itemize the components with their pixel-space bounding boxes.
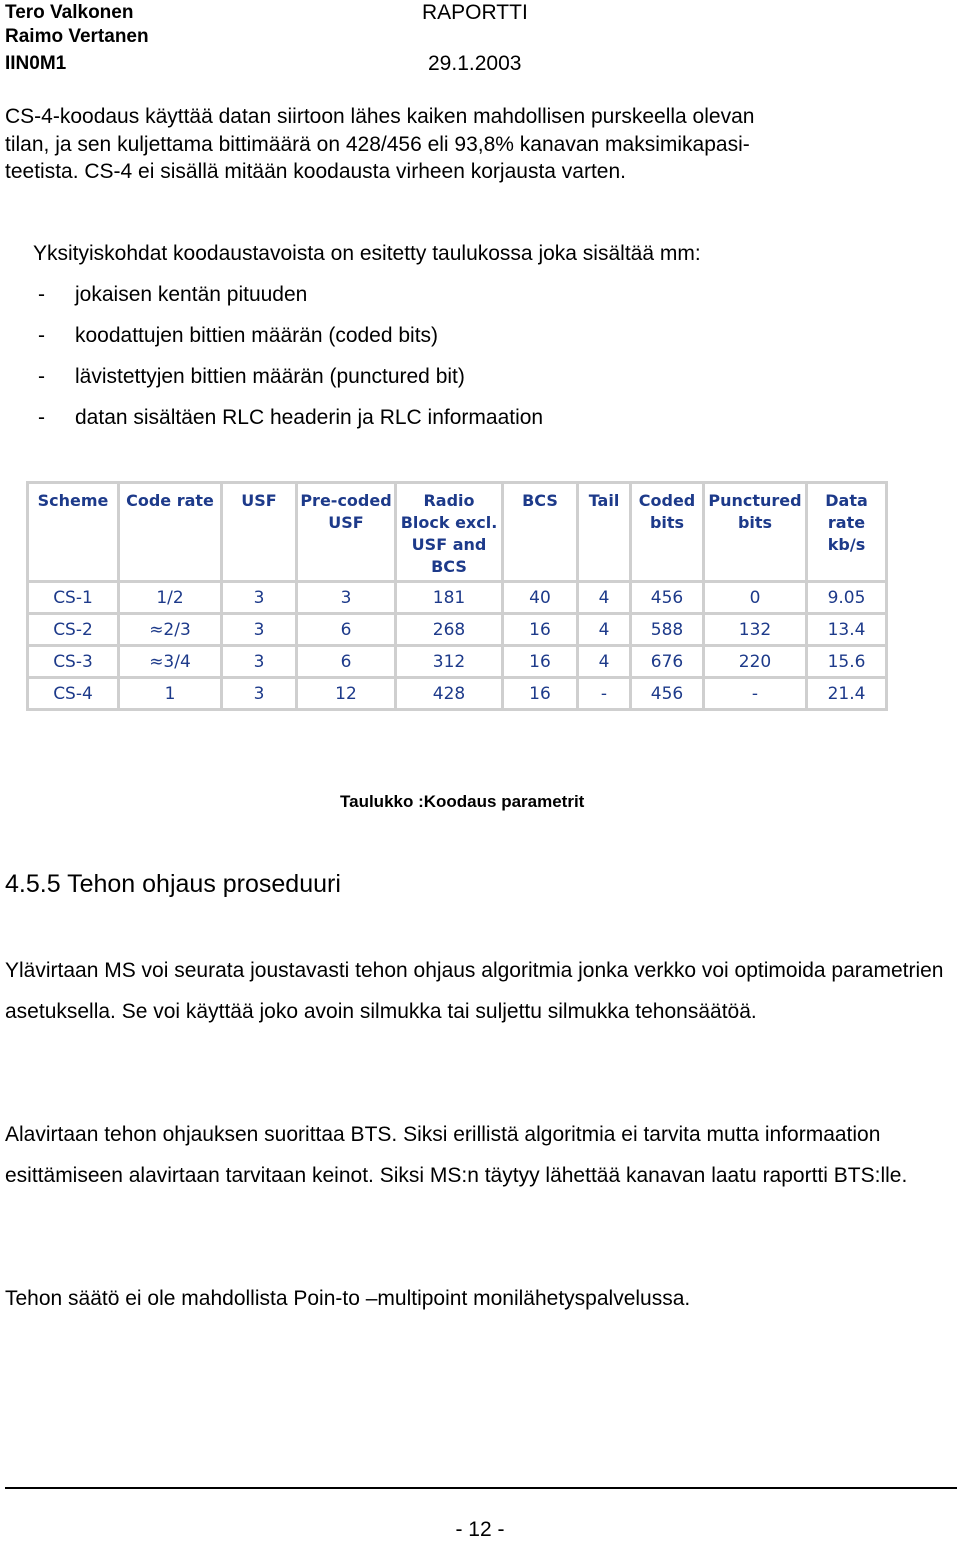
table-caption: Taulukko :Koodaus parametrit	[340, 792, 585, 811]
intro-line-3: teetista. CS-4 ei sisällä mitään koodausta virheen korjausta varten.	[5, 160, 626, 183]
table-cell: 40	[503, 582, 578, 614]
intro-paragraph	[5, 103, 950, 186]
table-cell: 3	[222, 678, 297, 710]
document-type: RAPORTTI	[422, 1, 528, 24]
details-lead: Yksityiskohdat koodaustavoista on esitetty taulukossa joka sisältää mm:	[33, 242, 701, 265]
table-cell: 15.6	[807, 646, 887, 678]
table-header-row	[28, 483, 887, 582]
section-paragraph-2: Alavirtaan tehon ohjauksen suorittaa BTS. Siksi erillistä algoritmia ei tarvita mutta informaation esittämiseen alavirtaan tarvitaan keinot. Siksi MS:n täytyy lähettää kanavan laatu raportti BTS:lle.	[5, 1123, 908, 1187]
table-cell: 16	[503, 678, 578, 710]
table-cell: 220	[704, 646, 807, 678]
table-cell: 456	[631, 678, 704, 710]
table-cell: 16	[503, 614, 578, 646]
intro-line-2: tilan, ja sen kuljettama bittimäärä on 428/456 eli 93,8% kanavan maksimikapasi-	[5, 132, 750, 156]
table-cell: 4	[578, 614, 631, 646]
table-cell: 4	[578, 646, 631, 678]
author-name-2: Raimo Vertanen	[5, 26, 149, 47]
table-row	[28, 646, 887, 678]
table-cell: 13.4	[807, 614, 887, 646]
table-cell: 3	[297, 582, 396, 614]
table-cell: 132	[704, 614, 807, 646]
column-header: Tail	[578, 483, 631, 582]
table-cell: CS-4	[28, 678, 119, 710]
column-header: BCS	[503, 483, 578, 582]
table-cell: 3	[222, 646, 297, 678]
list-item: - jokaisen kentän pituuden	[38, 283, 308, 306]
document-date: 29.1.2003	[428, 52, 522, 75]
column-header: USF	[222, 483, 297, 582]
table-cell: 268	[396, 614, 503, 646]
table-cell: 0	[704, 582, 807, 614]
table-cell: -	[704, 678, 807, 710]
list-item: - koodattujen bittien määrän (coded bits)	[38, 324, 439, 347]
table-cell: 588	[631, 614, 704, 646]
intro-line-1: CS-4-koodaus käyttää datan siirtoon lähes kaiken mahdollisen purskeella olevan	[5, 105, 755, 128]
list-item: - datan sisältäen RLC headerin ja RLC informaation	[38, 406, 544, 429]
table-cell: 6	[297, 614, 396, 646]
parameters-table	[26, 481, 888, 711]
column-header: Radio Block excl. USF and BCS	[396, 483, 503, 582]
table-cell: 9.05	[807, 582, 887, 614]
section-heading: 4.5.5 Tehon ohjaus proseduuri	[5, 870, 341, 898]
column-header: Scheme	[28, 483, 119, 582]
table-cell: ≈3/4	[119, 646, 222, 678]
table-cell: 16	[503, 646, 578, 678]
table-cell: 12	[297, 678, 396, 710]
coding-parameters-table	[26, 481, 888, 729]
table-cell: CS-2	[28, 614, 119, 646]
table-cell: 6	[297, 646, 396, 678]
table-row	[28, 614, 887, 646]
table-cell: 3	[222, 614, 297, 646]
table-cell: 4	[578, 582, 631, 614]
column-header: Coded bits	[631, 483, 704, 582]
column-header: Data rate kb/s	[807, 483, 887, 582]
table-cell: 456	[631, 582, 704, 614]
table-cell: 1	[119, 678, 222, 710]
column-header: Code rate	[119, 483, 222, 582]
table-cell: 21.4	[807, 678, 887, 710]
table-row	[28, 582, 887, 614]
column-header: Pre-coded USF	[297, 483, 396, 582]
author-name-1: Tero Valkonen	[5, 2, 134, 23]
table-cell: 676	[631, 646, 704, 678]
table-cell: 181	[396, 582, 503, 614]
table-cell: CS-3	[28, 646, 119, 678]
table-cell: -	[578, 678, 631, 710]
section-paragraph-1: Ylävirtaan MS voi seurata joustavasti tehon ohjaus algoritmia jonka verkko voi optimoida parametrien asetuksella. Se voi käyttää joko avoin silmukka tai suljettu silmukka tehonsäätöä.	[5, 959, 944, 1023]
table-cell: CS-1	[28, 582, 119, 614]
list-item: - lävistettyjen bittien määrän (punctured bit)	[38, 365, 465, 388]
table-cell: 1/2	[119, 582, 222, 614]
table-cell: ≈2/3	[119, 614, 222, 646]
table-row	[28, 678, 887, 710]
course-code: IIN0M1	[5, 53, 67, 74]
column-header: Punctured bits	[704, 483, 807, 582]
footer-divider	[5, 1487, 957, 1489]
table-cell: 428	[396, 678, 503, 710]
table-cell: 312	[396, 646, 503, 678]
table-cell: 3	[222, 582, 297, 614]
page-number: - 12 -	[455, 1518, 505, 1541]
section-paragraph-3: Tehon säätö ei ole mahdollista Poin-to –multipoint monilähetyspalvelussa.	[5, 1287, 691, 1310]
